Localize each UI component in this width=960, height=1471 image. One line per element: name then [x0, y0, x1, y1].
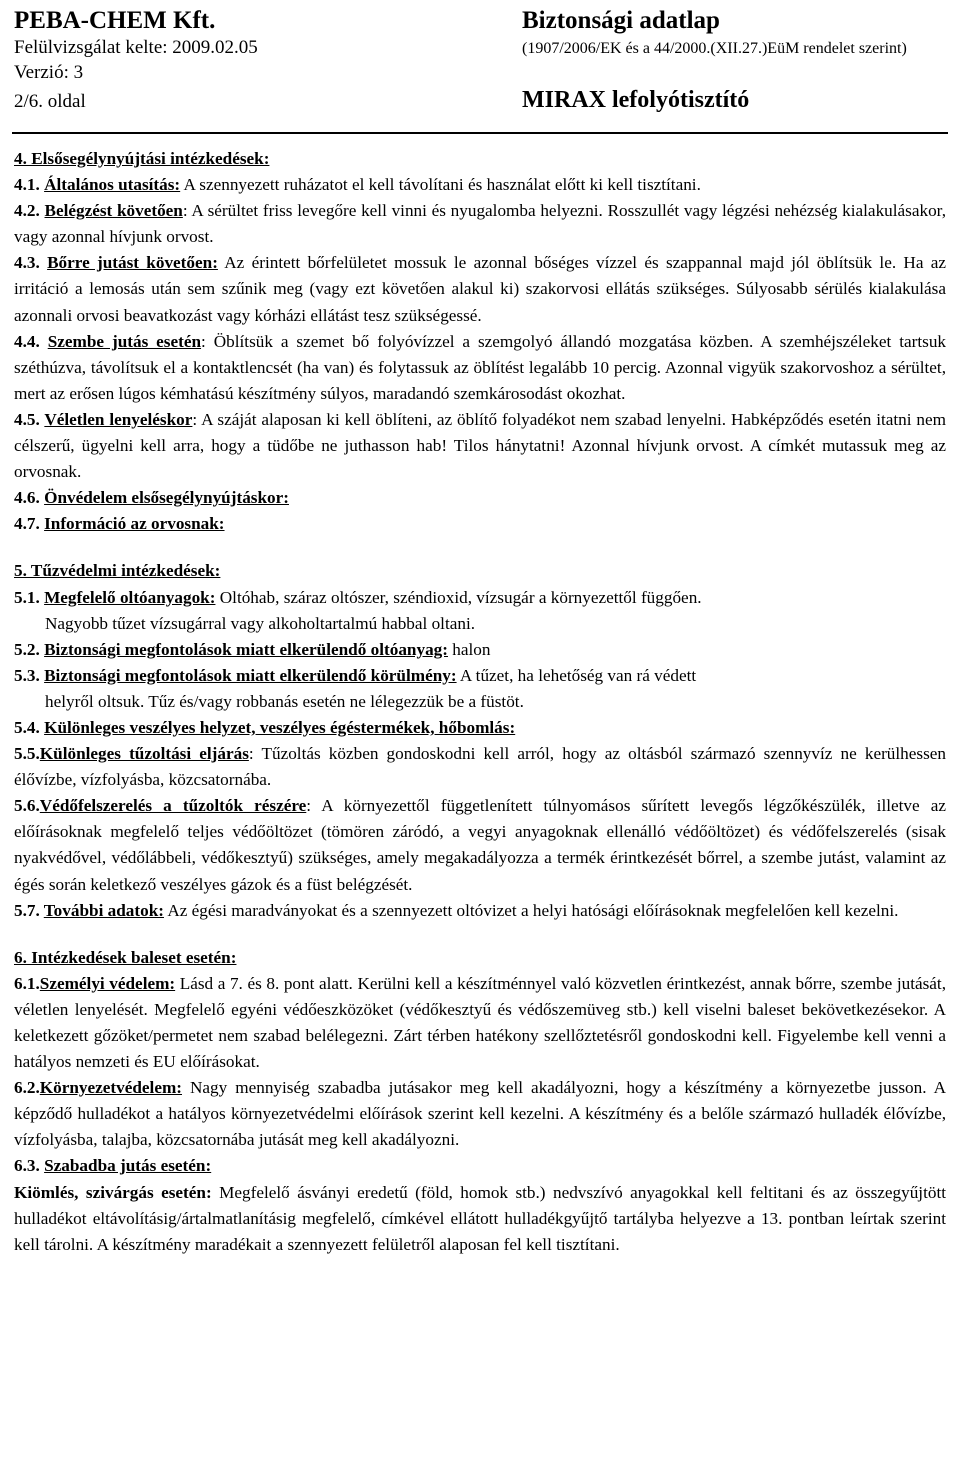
- item-5-5: 5.5.Különleges tűzoltási eljárás: Tűzoltás közben gondoskodni kell arról, hogy az oltásból származó szennyvíz ne kerülhessen élővízbe, vízfolyásba, közcsatornába.: [14, 744, 946, 790]
- page-number: 2/6. oldal: [14, 91, 86, 112]
- item-6-3: 6.3. Szabadba jutás esetén:: [14, 1156, 212, 1176]
- item-spill: Kiömlés, szivárgás esetén: Megfelelő ásványi eredetű (föld, homok stb.) nedvszívó anyagokkal kell feltitani és az összegyűjtött hulladékot eltávolításig/ártalmatlanításig megfelelő, címkével ellátott hulladékgyűjtő tartályba helyezve a 13. pontban leírtak szerint kell tárolni. A készítmény maradékait a szennyezett felületről alaposan fel kell tisztítani.: [14, 1182, 946, 1254]
- item-4-6: 4.6. Önvédelem elsősegélynyújtáskor:: [14, 488, 289, 508]
- section-gap: [14, 537, 946, 558]
- version-number: Verzió: 3: [14, 62, 84, 83]
- company-name: PEBA-CHEM Kft.: [14, 7, 216, 34]
- item-5-3-continued: helyről oltsuk. Tűz és/vagy robbanás esetén ne lélegezzük be a füstöt.: [45, 691, 524, 711]
- item-5-6: 5.6.Védőfelszerelés a tűzoltók részére: A környezettől függetlenített túlnyomásos sűrített levegős légzőkészülék, illetve az előírásoknak megfelelő teljes védőöltözet (tömören záródó, a vegyi anyagoknak ellenálló védőöltözet) és védőfelszerelés (sisak nyakvédővel, védőlábbeli, védőkesztyű) szükséges, amely megakadályozza a termék érintkezését bőrrel, a szembe jutást, valamint az égés során keletkező veszélyes gázok és a füst belégzését.: [14, 796, 946, 894]
- regulation-reference: (1907/2006/EK és a 44/2000.(XII.27.)EüM rendelet szerint): [522, 40, 907, 57]
- item-6-2: 6.2.Környezetvédelem: Nagy mennyiség szabadba jutásakor meg kell akadályozni, hogy a készítmény a környezetbe jusson. A képződő hulladékot a hatályos környezetvédelmi előírások szerint kell kezelni. A készítmény és a belőle származó hulladék élővízbe, vízfolyásba, talajba, közcsatornába jutását meg kell akadályozni.: [14, 1078, 946, 1150]
- item-4-1: 4.1. Általános utasítás: A szennyezett ruházatot el kell távolítani és használat előtt ki kell tisztítani.: [14, 175, 701, 195]
- review-date: Felülvizsgálat kelte: 2009.02.05: [14, 37, 258, 58]
- item-6-1: 6.1.Személyi védelem: Lásd a 7. és 8. pont alatt. Kerülni kell a készítménnyel való közvetlen érintkezést, annak bőrre, szembe jutását, véletlen lenyelését. Megfelelő egyéni védőeszközöket (védőkesztyű és védőszemüveg stb.) kell viselni baleset bekövetkezésekor. A keletkezett gőzöket/permetet nem szabad belélegezni. Zárt térben hatékony szellőztetésről gondoskodni kell. Figyelembe kell venni a hatályos nemzeti és EU előírásokat.: [14, 973, 946, 1072]
- item-4-4: 4.4. Szembe jutás esetén: Öblítsük a szemet bő folyóvízzel a szemgolyó állandó mozgatása közben. A szemhéjszéleket tartsuk széthúzva, távolítsuk el a kontaktlencsét (ha van) és folytassuk az öblítést legalább 10 percig. Azonnal vigyük szakorvoshoz a sérültet, mert az erősen lúgos kémhatású készítmény súlyos, maradandó szemkárosodást okozhat.: [14, 331, 947, 403]
- item-5-1: 5.1. Megfelelő oltóanyagok: Oltóhab, száraz oltószer, széndioxid, vízsugár a környezettől függően.: [14, 587, 702, 607]
- item-4-2: 4.2. Belégzést követően: A sérültet friss levegőre kell vinni és nyugalomba helyezni. Rosszullét vagy légzési nehézség kialakulásakor, vagy azonnal hívjunk orvost.: [14, 201, 946, 247]
- item-4-7: 4.7. Információ az orvosnak:: [14, 514, 225, 534]
- product-name: MIRAX lefolyótisztító: [522, 87, 750, 113]
- item-5-2: 5.2. Biztonsági megfontolások miatt elkerülendő oltóanyag: halon: [14, 639, 491, 659]
- item-5-7: 5.7. További adatok: Az égési maradványokat és a szennyezett oltóvizet a helyi hatósági előírásoknak megfelelően kell kezelni.: [14, 900, 899, 920]
- item-4-3: 4.3. Bőrre jutást követően: Az érintett bőrfelületet mossuk le azonnal bőséges vízzel és szappannal majd jól öblítsük le. Ha az irritáció a lemosás után sem szűnik meg (vagy ezt követően alakul ki) szakorvosi ellátás szükséges. Súlyosabb sérülés kialakulása azonnali orvosi beavatkozást vagy kórházi ellátást tesz szükségessé.: [14, 253, 947, 325]
- item-4-5: 4.5. Véletlen lenyeléskor: A száját alaposan ki kell öblíteni, az öblítő folyadékot nem szabad lenyelni. Habképződés esetén itatni nem célszerű, ügyelni kell arra, hogy a tüdőbe ne juthasson hab! Tilos hánytatni! Azonnal hívjunk orvost. A címkét mutassuk meg az orvosnak.: [14, 409, 946, 482]
- document-header: [14, 6, 946, 126]
- document-body: [14, 146, 946, 1258]
- document-type: Biztonsági adatlap: [522, 7, 720, 34]
- item-5-3: 5.3. Biztonsági megfontolások miatt elkerülendő körülmény: A tűzet, ha lehetőség van rá védett: [14, 665, 697, 685]
- section-6-title: 6. Intézkedések baleset esetén:: [14, 947, 237, 967]
- section-5-title: 5. Tűzvédelmi intézkedések:: [14, 561, 221, 581]
- item-5-1-continued: Nagyobb tűzet vízsugárral vagy alkoholtartalmú habbal oltani.: [45, 613, 476, 633]
- section-4-title: 4. Elsősegélynyújtási intézkedések:: [14, 149, 270, 168]
- header-divider: [12, 132, 948, 134]
- item-5-4: 5.4. Különleges veszélyes helyzet, veszélyes égéstermékek, hőbomlás:: [14, 717, 516, 737]
- section-gap: [14, 924, 946, 945]
